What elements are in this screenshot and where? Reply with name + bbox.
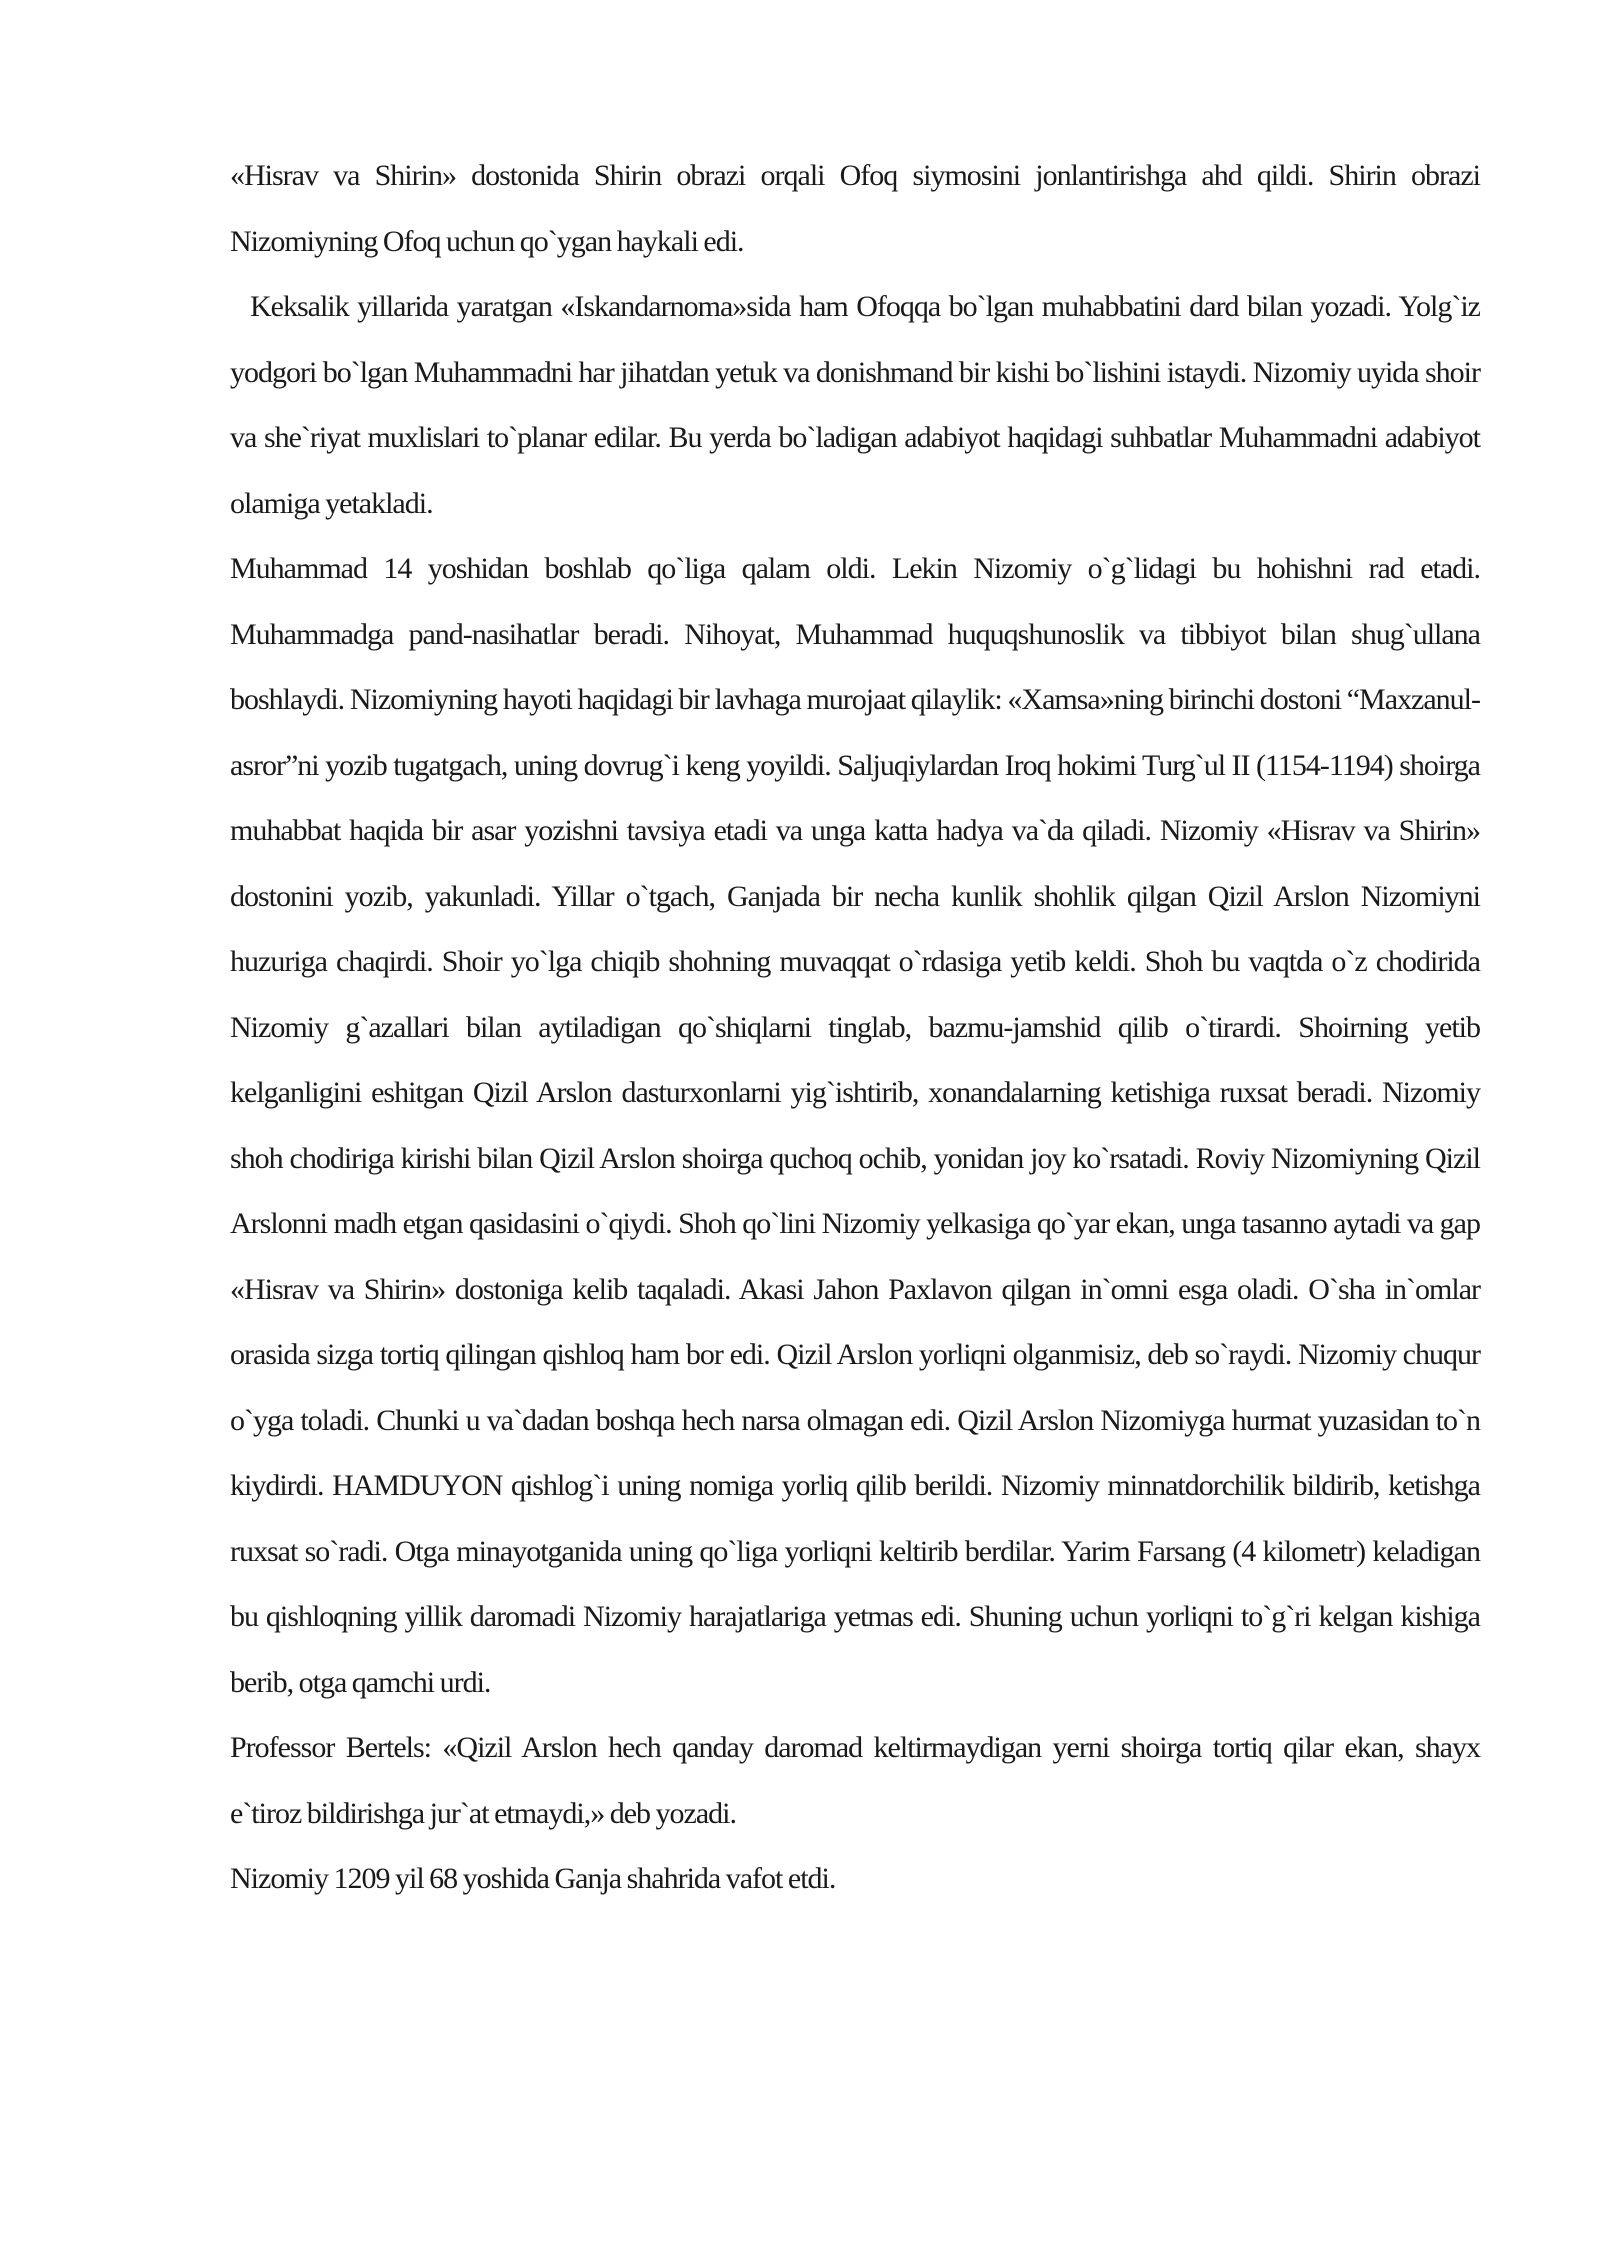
- paragraph-khusrav-shirin: «Hisrav va Shirin» dostonida Shirin obrazi orqali Ofoq siymosini jonlantirishga ahd qildi. Shirin obrazi Nizomiyning Ofoq uchun qo`ygan haykali edi.: [230, 159, 1480, 258]
- paragraph-iskandarnoma: Keksalik yillarida yaratgan «Iskandarnoma»sida ham Ofoqqa bo`lgan muhabbatini dard bilan yozadi. Yolg`iz yodgori bo`lgan Muhammadni har jihatdan yetuk va donishmand bir kishi bo`lishini istaydi. Nizomiy uyida shoir va she`riyat muxlislari to`planar edilar. Bu yerda bo`ladigan adabiyot haqidagi suhbatlar Muhammadni adabiyot olamiga yetakladi.: [230, 290, 1480, 520]
- paragraph-bertels-quote: Professor Bertels: «Qizil Arslon hech qanday daromad keltirmaydigan yerni shoirga tortiq qilar ekan, shayx e`tiroz bildirishga jur`at etmaydi,» deb yozadi.: [230, 1731, 1480, 1830]
- paragraph-death: Nizomiy 1209 yil 68 yoshida Ganja shahrida vafot etdi.: [230, 1862, 836, 1895]
- document-body: [230, 143, 1480, 1912]
- paragraph-muhammad-biography: Muhammad 14 yoshidan boshlab qo`liga qalam oldi. Lekin Nizomiy o`g`lidagi bu hohishni rad etadi. Muhammadga pand-nasihatlar beradi. Nihoyat, Muhammad huquqshunoslik va tibbiyot bilan shug`ullana boshlaydi. Nizomiyning hayoti haqidagi bir lavhaga murojaat qilaylik: «Xamsa»ning birinchi dostoni “Maxzanul-asror”ni yozib tugatgach, uning dovrug`i keng yoyildi. Saljuqiylardan Iroq hokimi Turg`ul II (1154-1194) shoirga muhabbat haqida bir asar yozishni tavsiya etadi va unga katta hadya va`da qiladi. Nizomiy «Hisrav va Shirin» dostonini yozib, yakunladi. Yillar o`tgach, Ganjada bir necha kunlik shohlik qilgan Qizil Arslon Nizomiyni huzuriga chaqirdi. Shoir yo`lga chiqib shohning muvaqqat o`rdasiga yetib keldi. Shoh bu vaqtda o`z chodirida Nizomiy g`azallari bilan aytiladigan qo`shiqlarni tinglab, bazmu-jamshid qilib o`tirardi. Shoirning yetib kelganligini eshitgan Qizil Arslon dasturxonlarni yig`ishtirib, xonandalarning ketishiga ruxsat beradi. Nizomiy shoh chodiriga kirishi bilan Qizil Arslon shoirga quchoq ochib, yonidan joy ko`rsatadi. Roviy Nizomiyning Qizil Arslonni madh etgan qasidasini o`qiydi. Shoh qo`lini Nizomiy yelkasiga qo`yar ekan, unga tasanno aytadi va gap «Hisrav va Shirin» dostoniga kelib taqaladi. Akasi Jahon Paxlavon qilgan in`omni esga oladi. O`sha in`omlar orasida sizga tortiq qilingan qishloq ham bor edi. Qizil Arslon yorliqni olganmisiz, deb so`raydi. Nizomiy chuqur o`yga toladi. Chunki u va`dadan boshqa hech narsa olmagan edi. Qizil Arslon Nizomiyga hurmat yuzasidan to`n kiydirdi. HAMDUYON qishlog`i uning nomiga yorliq qilib berildi. Nizomiy minnatdorchilik bildirib, ketishga ruxsat so`radi. Otga minayotganida uning qo`liga yorliqni keltirib berdilar. Yarim Farsang (4 kilometr) keladigan bu qishloqning yillik daromadi Nizomiy harajatlariga yetmas edi. Shuning uchun yorliqni to`g`ri kelgan kishiga berib, otga qamchi urdi.: [230, 552, 1480, 1699]
